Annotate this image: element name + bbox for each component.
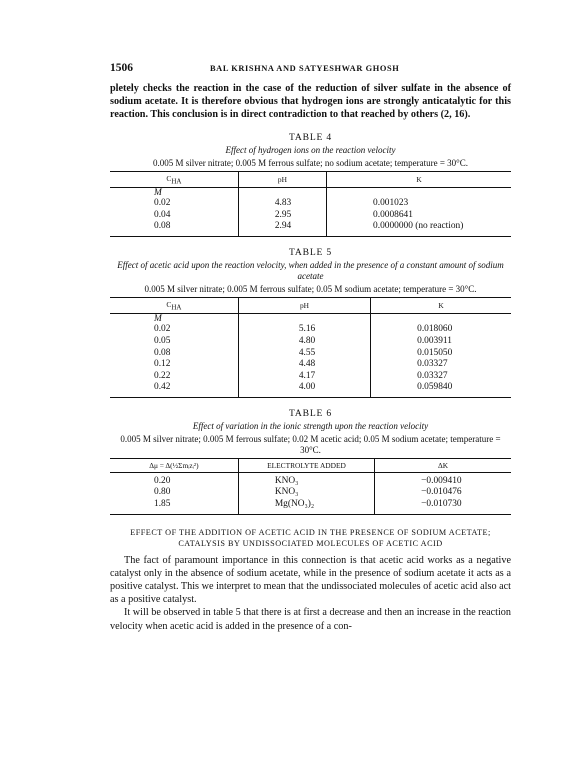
column-header: Δμ = Δ(½Σmᵢzᵢ²) xyxy=(110,458,238,472)
column-header: K xyxy=(327,171,511,187)
table-conditions: 0.005 M silver nitrate; 0.005 M ferrous sulfate; 0.02 M acetic acid; 0.05 M sodium acetate; temperature = 30°C. xyxy=(120,433,501,455)
unit-cell: M xyxy=(154,188,162,199)
column-header: ΔK xyxy=(375,458,511,472)
table-caption: Effect of acetic acid upon the reaction velocity, when added in the presence of a constant amount of sodium acetate xyxy=(117,259,504,281)
column-header: K xyxy=(371,297,511,313)
column-header: ELECTROLYTE ADDED xyxy=(238,458,374,472)
table-label: TABLE 4 xyxy=(289,131,332,143)
table-row: 0.04 2.95 0.0008641 xyxy=(110,210,511,222)
table-caption: Effect of hydrogen ions on the reaction velocity xyxy=(225,144,396,155)
page-number: 1506 xyxy=(110,62,133,74)
unit-cell: M xyxy=(154,314,162,325)
data-table xyxy=(110,171,511,237)
intro-paragraph: pletely checks the reaction in the case of the reduction of silver sulfate in the absence of sodium acetate. It is therefore obvious that hydrogen ions are strongly anticatalytic for this reaction. This conclusion is in direct contradiction to that reached by others (2, 16). xyxy=(110,83,511,121)
table-caption: Effect of variation in the ionic strength upon the reaction velocity xyxy=(192,420,429,431)
table-4 xyxy=(110,132,511,237)
table-row: 0.08 4.55 0.015050 xyxy=(110,348,511,360)
table-label: TABLE 5 xyxy=(289,246,332,258)
table-row: 1.85 Mg(NO₃)₂ −0.010730 xyxy=(110,499,511,514)
column-header: pH xyxy=(238,171,326,187)
table-row: 0.08 2.94 0.0000000 (no reaction) xyxy=(110,221,511,236)
running-header xyxy=(110,62,511,82)
data-table xyxy=(110,458,511,515)
table-row: 0.22 4.17 0.03327 xyxy=(110,371,511,383)
body-paragraph: The fact of paramount importance in this connection is that acetic acid works as a negative catalyst only in the absence of sodium acetate, while in the presence of sodium acetate it acts as a positive catalyst. This we interpret to mean that the undissociated molecules of acetic acid also act as a positive catalyst. xyxy=(110,554,511,606)
column-header: $C_{HA}$ xyxy=(110,297,238,313)
column-header: pH xyxy=(238,297,370,313)
table-row: 0.12 4.48 0.03327 xyxy=(110,359,511,371)
table-6 xyxy=(110,408,511,515)
table-row: 0.42 4.00 0.059840 xyxy=(110,382,511,397)
table-label: TABLE 6 xyxy=(289,407,332,419)
data-table xyxy=(110,297,511,398)
section-heading: EFFECT OF THE ADDITION OF ACETIC ACID IN THE PRESENCE OF SODIUM ACETATE; CATALYSIS BY UNDISSOCIATED MOLECULES OF ACETIC ACID xyxy=(130,527,491,549)
table-row: 0.02 4.83 0.001023 xyxy=(110,198,511,210)
table-conditions: 0.005 M silver nitrate; 0.005 M ferrous sulfate; 0.05 M sodium acetate; temperature = 30°C. xyxy=(144,283,477,294)
running-title: BAL KRISHNA AND SATYESHWAR GHOSH xyxy=(210,64,400,73)
table-row: 0.20 KNO₃ −0.009410 xyxy=(110,472,511,487)
column-header: $C_{HA}$ xyxy=(110,171,238,187)
table-row: 0.80 KNO₃ −0.010476 xyxy=(110,487,511,499)
table-row: 0.05 4.80 0.003911 xyxy=(110,336,511,348)
table-conditions: 0.005 M silver nitrate; 0.005 M ferrous sulfate; no sodium acetate; temperature = 30°C. xyxy=(152,157,469,168)
body-paragraph: It will be observed in table 5 that there is at first a decrease and then an increase in the reaction velocity when acetic acid is added in the presence of a con- xyxy=(110,607,511,632)
table-row: 0.02 5.16 0.018060 xyxy=(110,324,511,336)
table-5 xyxy=(110,247,511,398)
